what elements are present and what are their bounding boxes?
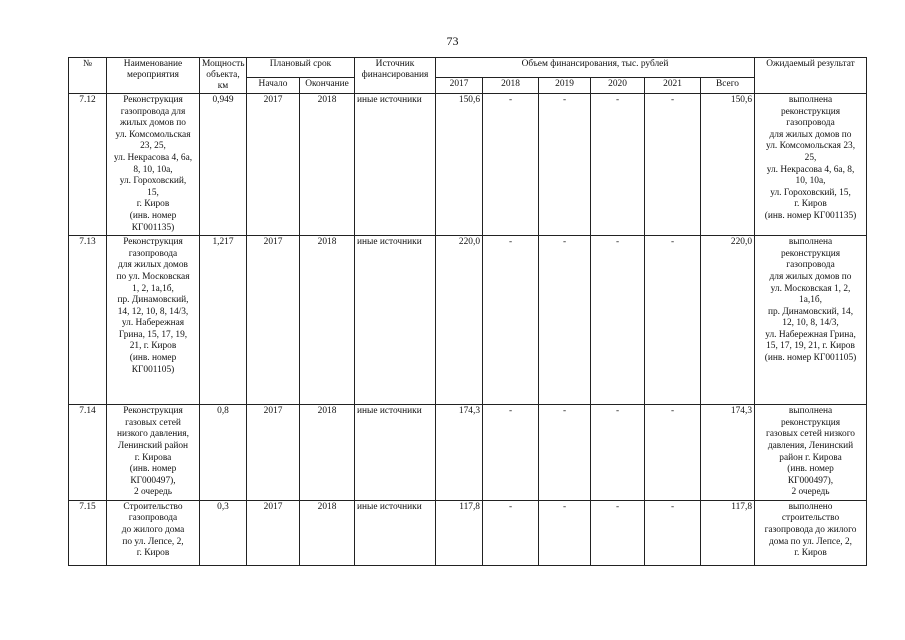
header-year-2020: 2020 [591, 78, 645, 94]
header-name: Наименование мероприятия [107, 58, 200, 94]
header-year-2019: 2019 [539, 78, 591, 94]
row-y2021: - [645, 94, 701, 236]
row-end: 2018 [300, 236, 355, 405]
row-capacity: 0,8 [200, 405, 247, 501]
row-y2018: - [483, 236, 539, 405]
row-y2018: - [483, 500, 539, 565]
row-y2020: - [591, 405, 645, 501]
header-result: Ожидаемый результат [755, 58, 867, 94]
header-year-2017: 2017 [436, 78, 483, 94]
row-source: иные источники [355, 94, 436, 236]
header-row-1 [69, 58, 867, 78]
row-result: выполнена реконструкция газопровода для жилых домов по ул. Московская 1, 2, 1а,1б, пр. Динамовский, 14, 12, 10, 8, 14/3, ул. Набережная Грина, 15, 17, 19, 21, г. Киров (инв. номер КГ001105) [755, 236, 867, 405]
row-start: 2017 [247, 405, 300, 501]
row-y2020: - [591, 94, 645, 236]
header-year-2021: 2021 [645, 78, 701, 94]
row-start: 2017 [247, 500, 300, 565]
table-row [69, 500, 867, 565]
row-num: 7.14 [69, 405, 107, 501]
header-num: № [69, 58, 107, 94]
row-num: 7.12 [69, 94, 107, 236]
header-start: Начало [247, 78, 300, 94]
row-source: иные источники [355, 405, 436, 501]
row-result: выполнено строительство газопровода до жилого дома по ул. Лепсе, 2, г. Киров [755, 500, 867, 565]
row-y2021: - [645, 236, 701, 405]
row-end: 2018 [300, 500, 355, 565]
row-end: 2018 [300, 94, 355, 236]
row-y2021: - [645, 500, 701, 565]
row-y2017: 150,6 [436, 94, 483, 236]
row-num: 7.15 [69, 500, 107, 565]
row-num: 7.13 [69, 236, 107, 405]
row-start: 2017 [247, 236, 300, 405]
row-name: Реконструкция газопровода для жилых домов по ул. Московская 1, 2, 1а,1б, пр. Динамовский, 14, 12, 10, 8, 14/3, ул. Набережная Грина, 15, 17, 19, 21, г. Киров (инв. номер КГ001105) [107, 236, 200, 405]
table-row [69, 236, 867, 405]
row-end: 2018 [300, 405, 355, 501]
row-name: Реконструкция газовых сетей низкого давления, Ленинский район г. Кирова (инв. номер КГ000497), 2 очередь [107, 405, 200, 501]
row-capacity: 0,949 [200, 94, 247, 236]
table-row [69, 94, 867, 236]
row-y2018: - [483, 94, 539, 236]
row-y2017: 220,0 [436, 236, 483, 405]
row-y2019: - [539, 236, 591, 405]
header-source: Источник финансирования [355, 58, 436, 94]
row-y2019: - [539, 94, 591, 236]
financing-table [68, 57, 867, 566]
row-total: 174,3 [701, 405, 755, 501]
row-capacity: 1,217 [200, 236, 247, 405]
header-capacity: Мощность объекта, км [200, 58, 247, 94]
row-result: выполнена реконструкция газовых сетей низкого давления, Ленинский район г. Кирова (инв. номер КГ000497), 2 очередь [755, 405, 867, 501]
header-end: Окончание [300, 78, 355, 94]
row-capacity: 0,3 [200, 500, 247, 565]
row-result: выполнена реконструкция газопровода для жилых домов по ул. Комсомольская 23, 25, ул. Некрасова 4, 6а, 8, 10, 10а, ул. Гороховский, 15, г. Киров (инв. номер КГ001135) [755, 94, 867, 236]
table-row [69, 405, 867, 501]
row-name: Строительство газопровода до жилого дома по ул. Лепсе, 2, г. Киров [107, 500, 200, 565]
row-start: 2017 [247, 94, 300, 236]
row-y2019: - [539, 500, 591, 565]
row-y2017: 174,3 [436, 405, 483, 501]
row-y2017: 117,8 [436, 500, 483, 565]
row-y2018: - [483, 405, 539, 501]
row-source: иные источники [355, 500, 436, 565]
row-y2020: - [591, 236, 645, 405]
row-source: иные источники [355, 236, 436, 405]
header-funding: Объем финансирования, тыс. рублей [436, 58, 755, 78]
header-year-2018: 2018 [483, 78, 539, 94]
row-y2019: - [539, 405, 591, 501]
row-y2021: - [645, 405, 701, 501]
row-name: Реконструкция газопровода для жилых домов по ул. Комсомольская 23, 25, ул. Некрасова 4, 6а, 8, 10, 10а, ул. Гороховский, 15, г. Киров (инв. номер КГ001135) [107, 94, 200, 236]
row-total: 150,6 [701, 94, 755, 236]
row-total: 117,8 [701, 500, 755, 565]
header-schedule: Плановый срок [247, 58, 355, 78]
header-total: Всего [701, 78, 755, 94]
page-number: 73 [446, 34, 459, 48]
row-y2020: - [591, 500, 645, 565]
row-total: 220,0 [701, 236, 755, 405]
